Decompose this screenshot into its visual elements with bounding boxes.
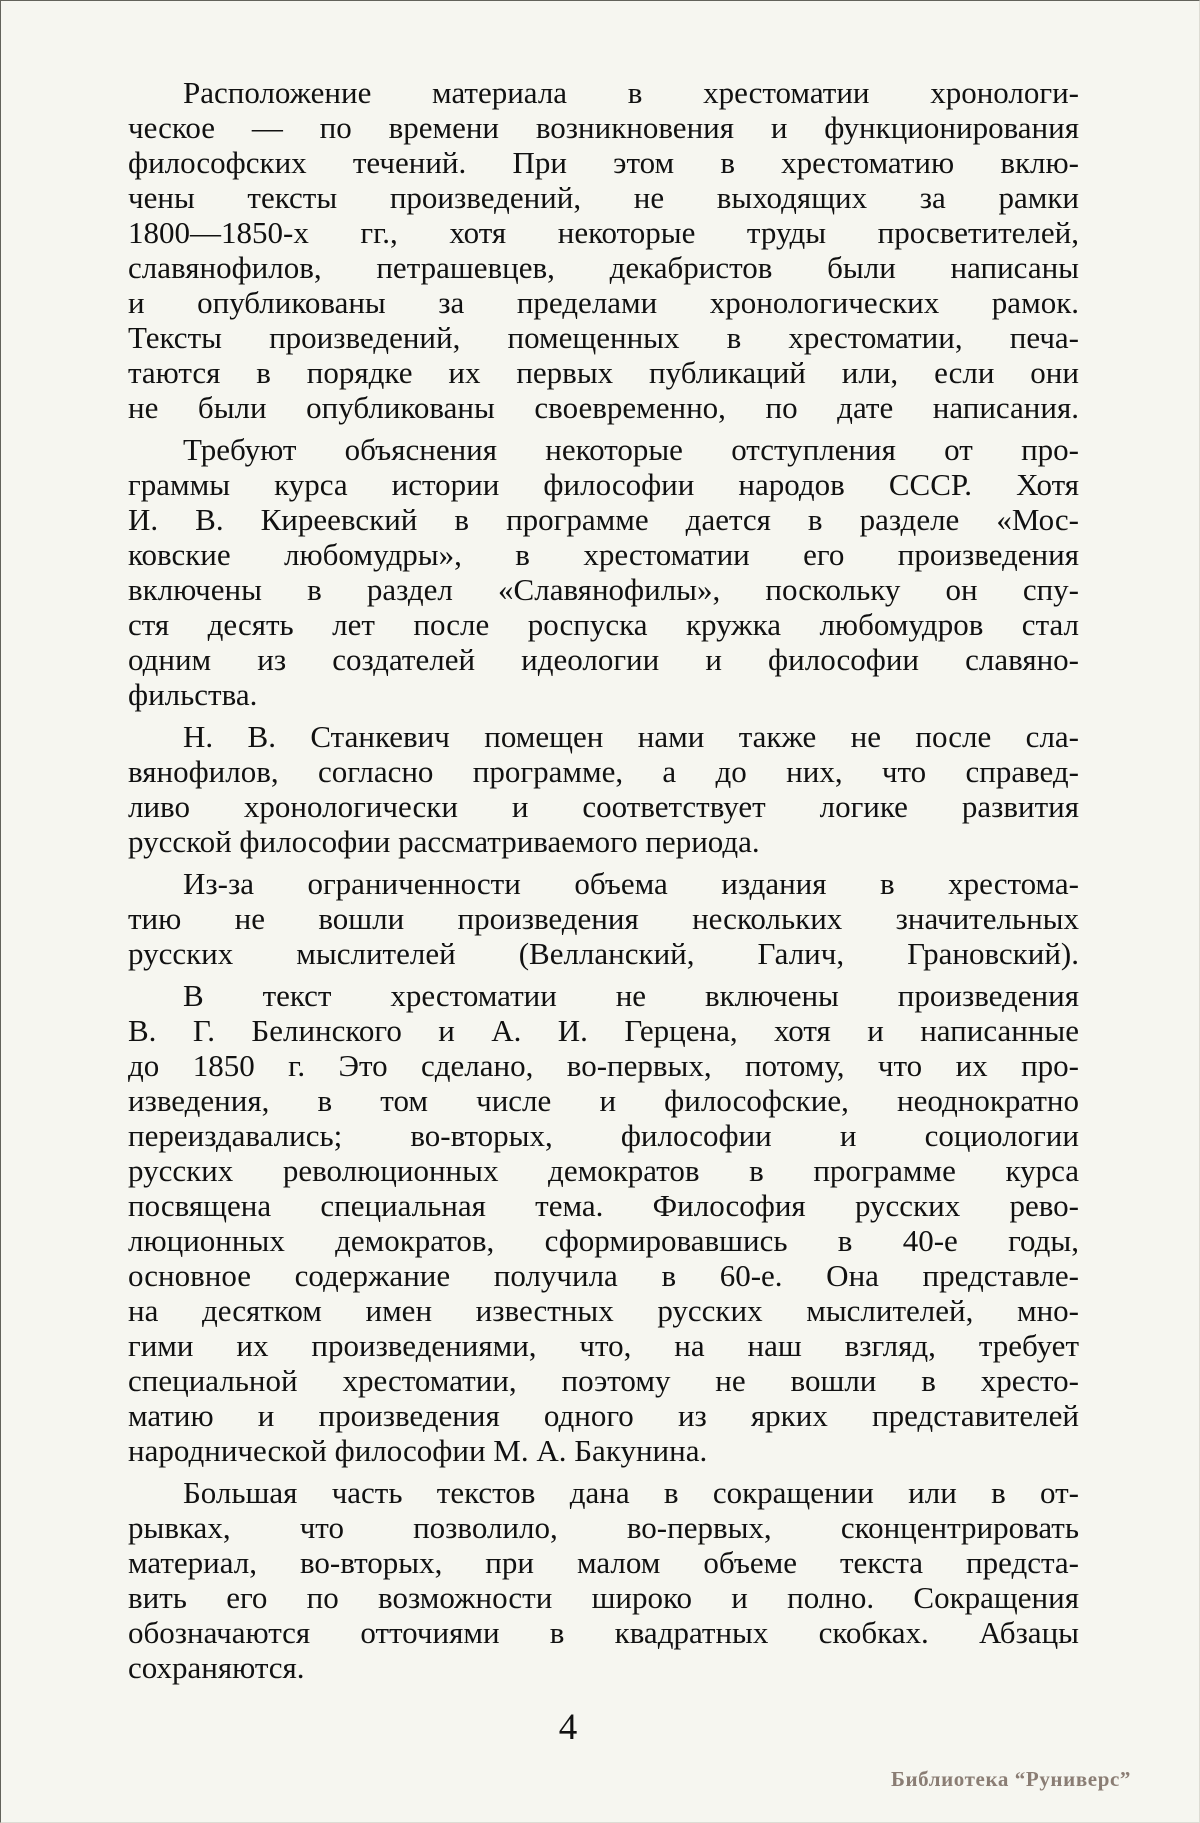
text-line: В текст хрестоматии не включены произведения bbox=[183, 978, 1079, 1013]
text-line: одним из создателей идеологии и философии славяно- bbox=[128, 642, 1079, 677]
text-line: ливо хронологически и соответствует логике развития bbox=[128, 789, 1079, 824]
text-line: стя десять лет после роспуска кружка любомудров стал bbox=[128, 607, 1079, 642]
paragraph bbox=[128, 719, 1079, 859]
text-line: Тексты произведений, помещенных в хрестоматии, печа- bbox=[128, 320, 1079, 355]
text-line: граммы курса истории философии народов СССР. Хотя bbox=[128, 467, 1079, 502]
text-line: не были опубликованы своевременно, по дате написания. bbox=[128, 390, 1079, 425]
text-line: И. В. Киреевский в программе дается в разделе «Мос- bbox=[128, 502, 1079, 537]
library-watermark: Библиотека “Руниверс” bbox=[890, 1767, 1131, 1791]
paragraph bbox=[128, 432, 1079, 712]
text-line: рывках, что позволило, во-первых, сконцентрировать bbox=[128, 1510, 1079, 1545]
page-number: 4 bbox=[558, 1707, 578, 1748]
text-line: 1800—1850-х гг., хотя некоторые труды просветителей, bbox=[128, 215, 1079, 250]
text-line: тию не вошли произведения нескольких значительных bbox=[128, 901, 1079, 936]
paragraph bbox=[128, 75, 1079, 425]
text-line: материал, во-вторых, при малом объеме текста предста- bbox=[128, 1545, 1079, 1580]
text-line: Н. В. Станкевич помещен нами также не после сла- bbox=[183, 719, 1079, 754]
text-line: славянофилов, петрашевцев, декабристов были написаны bbox=[128, 250, 1079, 285]
text-line: люционных демократов, сформировавшись в 40-е годы, bbox=[128, 1223, 1079, 1258]
text-line: В. Г. Белинского и А. И. Герцена, хотя и написанные bbox=[128, 1013, 1079, 1048]
text-line: ческое — по времени возникновения и функционирования bbox=[128, 110, 1079, 145]
paragraph bbox=[128, 978, 1079, 1468]
text-line: основное содержание получила в 60-е. Она представле- bbox=[128, 1258, 1079, 1293]
paragraph bbox=[128, 1475, 1079, 1685]
text-line: специальной хрестоматии, поэтому не вошли в хресто- bbox=[128, 1363, 1079, 1398]
text-line: таются в порядке их первых публикаций или, если они bbox=[128, 355, 1079, 390]
text-line: на десятком имен известных русских мыслителей, мно- bbox=[128, 1293, 1079, 1328]
text-line: фильства. bbox=[128, 677, 258, 712]
text-line: изведения, в том числе и философские, неоднократно bbox=[128, 1083, 1079, 1118]
text-line: включены в раздел «Славянофилы», поскольку он спу- bbox=[128, 572, 1079, 607]
text-line: Расположение материала в хрестоматии хронологи- bbox=[183, 75, 1079, 110]
text-line: вянофилов, согласно программе, а до них, что справед- bbox=[128, 754, 1079, 789]
text-line: матию и произведения одного из ярких представителей bbox=[128, 1398, 1079, 1433]
text-line: русской философии рассматриваемого периода. bbox=[128, 824, 760, 859]
text-line: посвящена специальная тема. Философия русских рево- bbox=[128, 1188, 1079, 1223]
text-line: ковские любомудры», в хрестоматии его произведения bbox=[128, 537, 1079, 572]
text-line: Из-за ограниченности объема издания в хрестома- bbox=[183, 866, 1079, 901]
text-line: чены тексты произведений, не выходящих за рамки bbox=[128, 180, 1079, 215]
page-text bbox=[128, 75, 1079, 1685]
text-line: Большая часть текстов дана в сокращении или в от- bbox=[183, 1475, 1079, 1510]
text-line: русских революционных демократов в программе курса bbox=[128, 1153, 1079, 1188]
text-line: гими их произведениями, что, на наш взгляд, требует bbox=[128, 1328, 1079, 1363]
text-line: вить его по возможности широко и полно. Сокращения bbox=[128, 1580, 1079, 1615]
text-line: русских мыслителей (Велланский, Галич, Грановский). bbox=[128, 936, 1079, 971]
text-line: сохраняются. bbox=[128, 1650, 305, 1685]
text-line: народнической философии М. А. Бакунина. bbox=[128, 1433, 708, 1468]
text-line: философских течений. При этом в хрестоматию вклю- bbox=[128, 145, 1079, 180]
text-line: Требуют объяснения некоторые отступления от про- bbox=[183, 432, 1079, 467]
paragraph bbox=[128, 866, 1079, 971]
text-line: обозначаются отточиями в квадратных скобках. Абзацы bbox=[128, 1615, 1079, 1650]
text-line: и опубликованы за пределами хронологических рамок. bbox=[128, 285, 1079, 320]
text-line: до 1850 г. Это сделано, во-первых, потому, что их про- bbox=[128, 1048, 1079, 1083]
text-line: переиздавались; во-вторых, философии и социологии bbox=[128, 1118, 1079, 1153]
